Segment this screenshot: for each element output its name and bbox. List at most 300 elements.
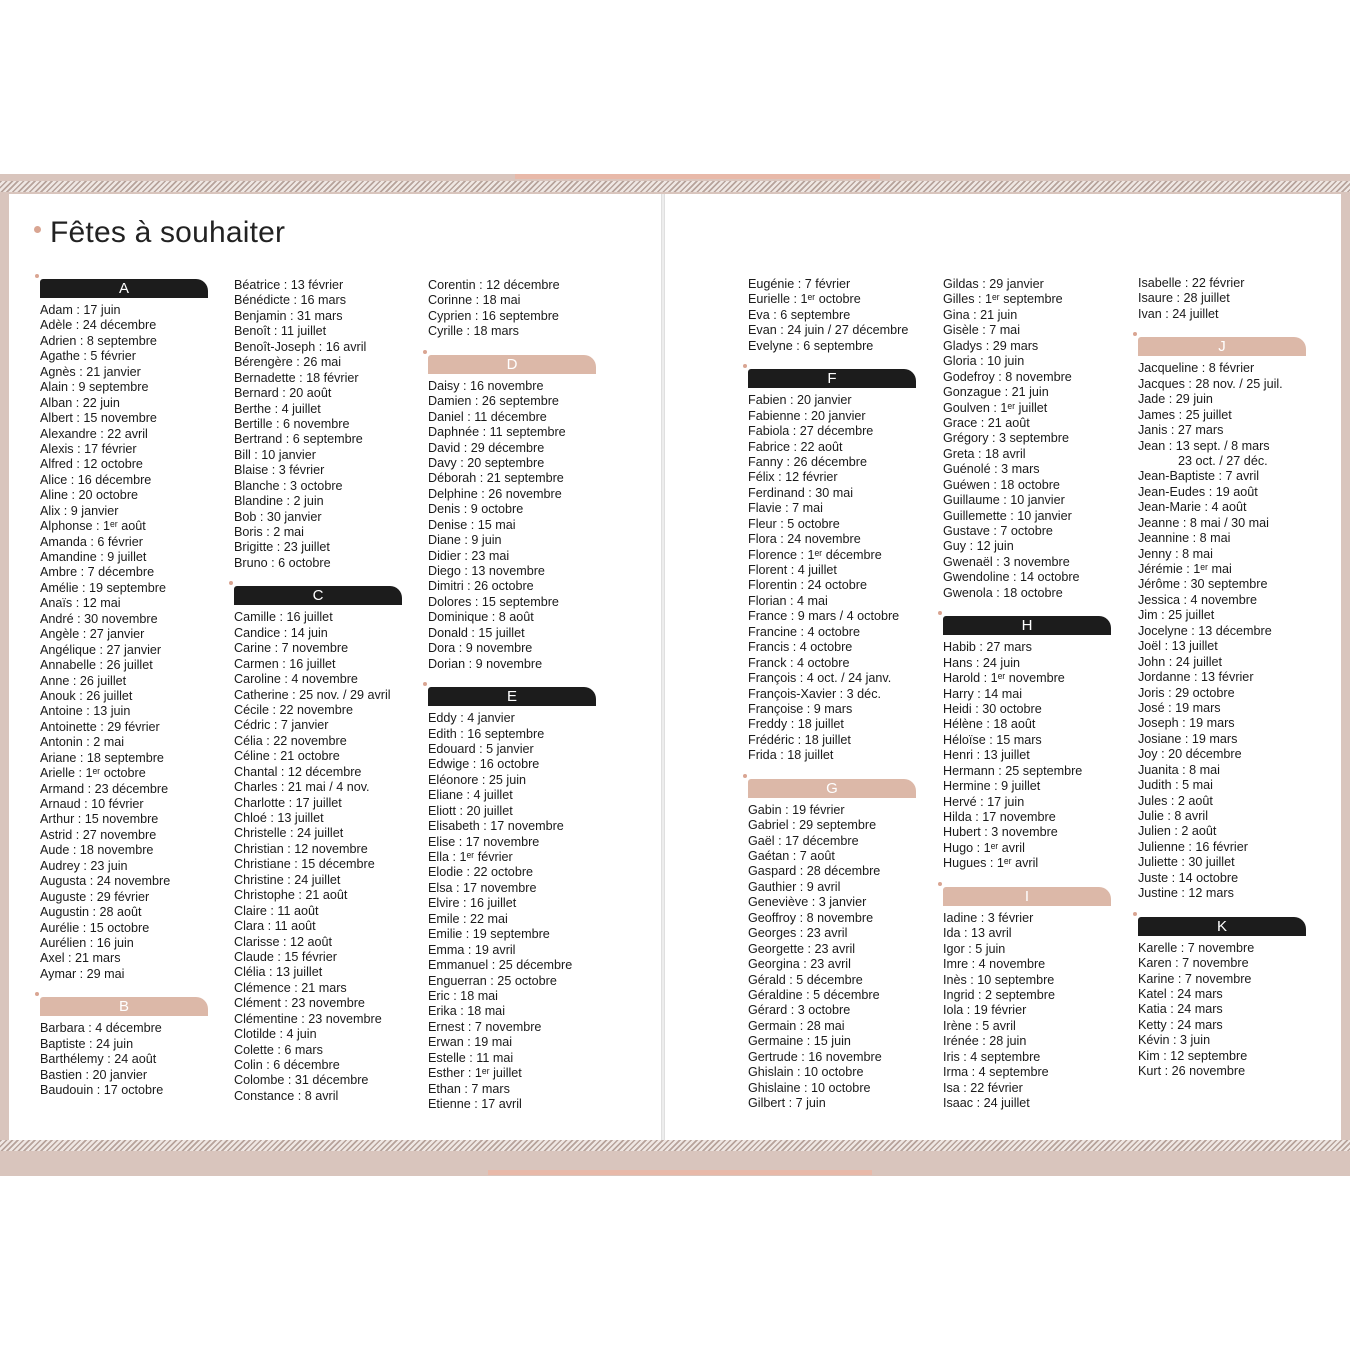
- section-continued: [943, 277, 1123, 601]
- name-day-entry: Eddy : 4 janvier: [428, 711, 515, 726]
- name-day-entry: Ernest : 7 novembre: [428, 1019, 542, 1034]
- name-day-entry: Christine : 24 juillet: [234, 872, 341, 887]
- name-day-entry: Elisabeth : 17 novembre: [428, 819, 564, 834]
- name-day-entry: Guy : 12 juin: [943, 539, 1014, 554]
- name-day-entry: Hervé : 17 juin: [943, 794, 1025, 809]
- name-day-entry: Eva : 6 septembre: [748, 307, 851, 322]
- letter-header-g: G: [748, 779, 916, 798]
- letter-header-e: E: [428, 687, 596, 706]
- name-day-entry: Florent : 4 juillet: [748, 563, 837, 577]
- name-day-entry: Georgette : 23 avril: [748, 941, 856, 956]
- name-day-entry: Ferdinand : 30 mai: [748, 485, 854, 500]
- name-day-entry: Imre : 4 novembre: [943, 957, 1046, 972]
- name-day-entry: Gaël : 17 décembre: [748, 833, 859, 848]
- name-day-entry: Béatrice : 13 février: [234, 278, 344, 292]
- name-day-entry: Gertrude : 16 novembre: [748, 1049, 882, 1064]
- name-day-entry: Clotilde : 4 juin: [234, 1027, 317, 1042]
- name-day-entry: Hubert : 3 novembre: [943, 825, 1058, 840]
- name-day-entry: Gonzague : 21 juin: [943, 385, 1049, 400]
- bottom-accent-bar: [488, 1170, 872, 1175]
- name-day-entry: Eurielle : 1ᵉʳ octobre: [748, 292, 861, 307]
- name-day-entry: Jérémie : 1ᵉʳ mai: [1138, 562, 1232, 576]
- name-day-entry: Isaac : 24 juillet: [943, 1096, 1030, 1110]
- name-day-entry: Carine : 7 novembre: [234, 641, 349, 656]
- name-day-entry: Ethan : 7 mars: [428, 1081, 510, 1096]
- name-day-entry: Jean-Eudes : 19 août: [1138, 484, 1258, 499]
- name-day-entry: Clémence : 21 mars: [234, 980, 347, 995]
- name-day-entry: Harold : 1ᵉʳ novembre: [943, 671, 1065, 686]
- name-day-entry: Annabelle : 26 juillet: [40, 658, 153, 673]
- name-day-entry: Habib : 27 mars: [943, 640, 1032, 655]
- name-day-entry: André : 30 novembre: [40, 611, 158, 626]
- section-spacer: [40, 982, 220, 997]
- name-day-entry: 23 oct. / 27 déc.: [1178, 453, 1268, 468]
- name-day-entry: Emile : 22 mai: [428, 911, 508, 926]
- name-day-entry: Delphine : 26 novembre: [428, 486, 562, 501]
- name-day-entry: Axel : 21 mars: [40, 951, 121, 966]
- names-column-1: [40, 279, 220, 1098]
- name-day-entry: Frédéric : 18 juillet: [748, 732, 851, 747]
- name-day-entry: Hugues : 1ᵉʳ avril: [943, 856, 1039, 871]
- name-day-entry: Barthélemy : 24 août: [40, 1052, 157, 1067]
- names-column-5: [943, 277, 1123, 1111]
- name-day-entry: Bertrand : 6 septembre: [234, 432, 363, 447]
- name-day-entry: Edwige : 16 octobre: [428, 757, 540, 772]
- name-day-entry: Heidi : 30 octobre: [943, 701, 1042, 716]
- name-day-entry: Juste : 14 octobre: [1138, 870, 1239, 885]
- name-day-entry: Elsa : 17 novembre: [428, 880, 537, 895]
- names-column-6: [1138, 276, 1318, 1080]
- name-day-entry: Ketty : 24 mars: [1138, 1017, 1223, 1032]
- name-day-entry: Caroline : 4 novembre: [234, 672, 358, 687]
- name-day-entry: Agnès : 21 janvier: [40, 364, 141, 379]
- name-day-entry: Jenny : 8 mai: [1138, 546, 1213, 561]
- name-day-entry: Daniel : 11 décembre: [428, 409, 547, 424]
- name-day-entry: Déborah : 21 septembre: [428, 471, 564, 486]
- name-day-entry: Armand : 23 décembre: [40, 781, 169, 796]
- name-day-entry: Berthe : 4 juillet: [234, 401, 321, 416]
- letter-header-h: H: [943, 616, 1111, 635]
- section-spacer: [748, 354, 928, 369]
- name-day-entry: Boris : 2 mai: [234, 525, 304, 539]
- name-day-entry: Flavie : 7 mai: [748, 501, 823, 516]
- name-day-entry: Evan : 24 juin / 27 décembre: [748, 323, 909, 338]
- name-day-entry: Fabien : 20 janvier: [748, 393, 852, 408]
- name-day-entry: Esther : 1ᵉʳ juillet: [428, 1066, 522, 1081]
- bottom-hatch-border: [0, 1140, 1350, 1151]
- name-day-entry: Eugénie : 7 février: [748, 277, 851, 291]
- section-e: [428, 687, 608, 1112]
- names-column-3: [428, 278, 608, 1112]
- name-day-entry: Gilbert : 7 juin: [748, 1096, 826, 1110]
- name-day-entry: Clémentine : 23 novembre: [234, 1011, 382, 1026]
- name-day-entry: Alban : 22 juin: [40, 395, 120, 410]
- name-day-entry: Arielle : 1ᵉʳ octobre: [40, 766, 146, 781]
- name-day-entry: Blandine : 2 juin: [234, 494, 324, 509]
- name-day-entry: Gérard : 3 octobre: [748, 1003, 851, 1018]
- name-day-entry: Damien : 26 septembre: [428, 394, 559, 409]
- name-day-entry: Guénolé : 3 mars: [943, 462, 1040, 477]
- name-day-entry: Catherine : 25 nov. / 29 avril: [234, 687, 391, 702]
- name-day-entry: Corentin : 12 décembre: [428, 278, 560, 292]
- letter-header-d: D: [428, 355, 596, 374]
- section-f: [748, 369, 928, 764]
- name-day-entry: Bruno : 6 octobre: [234, 555, 331, 570]
- section-spacer: [428, 340, 608, 355]
- section-spacer: [1138, 902, 1318, 917]
- name-day-entry: Iris : 4 septembre: [943, 1049, 1041, 1064]
- name-day-entry: Anaïs : 12 mai: [40, 596, 121, 611]
- name-day-entry: Evelyne : 6 septembre: [748, 338, 874, 353]
- name-day-entry: Jeannine : 8 mai: [1138, 531, 1231, 546]
- name-day-entry: Gaspard : 28 décembre: [748, 864, 881, 879]
- name-day-entry: Géraldine : 5 décembre: [748, 987, 880, 1002]
- name-day-entry: Ambre : 7 décembre: [40, 565, 155, 580]
- name-day-entry: Juliette : 30 juillet: [1138, 855, 1235, 870]
- letter-header-f: F: [748, 369, 916, 388]
- section-h: [943, 616, 1123, 872]
- name-day-entry: Carmen : 16 juillet: [234, 656, 336, 671]
- name-day-entry: Emma : 19 avril: [428, 942, 516, 957]
- name-day-entry: Corinne : 18 mai: [428, 293, 521, 308]
- name-day-entry: Enguerran : 25 octobre: [428, 973, 557, 988]
- name-day-entry: Jules : 2 août: [1138, 793, 1213, 808]
- name-day-entry: Arthur : 15 novembre: [40, 812, 159, 827]
- name-day-entry: Audrey : 23 juin: [40, 858, 128, 873]
- name-day-entry: Cédric : 7 janvier: [234, 718, 329, 733]
- name-day-entry: Ariane : 18 septembre: [40, 750, 164, 765]
- name-day-entry: Charles : 21 mai / 4 nov.: [234, 780, 370, 795]
- name-day-entry: Grégory : 3 septembre: [943, 431, 1069, 446]
- name-day-entry: Colette : 6 mars: [234, 1042, 323, 1057]
- name-day-entry: Iadine : 3 février: [943, 910, 1034, 925]
- letter-header-c: C: [234, 586, 402, 605]
- name-day-entry: Jean-Baptiste : 7 avril: [1138, 469, 1260, 484]
- name-day-entry: Gina : 21 juin: [943, 307, 1018, 322]
- name-day-entry: Eliott : 20 juillet: [428, 803, 513, 818]
- name-day-entry: Blaise : 3 février: [234, 463, 325, 478]
- name-day-entry: Anne : 26 juillet: [40, 673, 127, 688]
- name-day-entry: Bénédicte : 16 mars: [234, 293, 347, 308]
- name-day-entry: Judith : 5 mai: [1138, 778, 1213, 793]
- name-day-entry: Célia : 22 novembre: [234, 733, 347, 748]
- name-day-entry: Charlotte : 17 juillet: [234, 795, 342, 810]
- name-day-entry: Didier : 23 mai: [428, 548, 510, 563]
- name-day-entry: Christian : 12 novembre: [234, 841, 368, 856]
- name-day-entry: Alexis : 17 février: [40, 441, 137, 456]
- name-day-entry: Baptiste : 24 juin: [40, 1036, 134, 1051]
- section-a: [40, 279, 220, 982]
- name-day-entry: Eléonore : 25 juin: [428, 772, 527, 787]
- name-day-entry: Harry : 14 mai: [943, 686, 1023, 701]
- name-day-entry: Aurélien : 16 juin: [40, 935, 134, 950]
- name-day-entry: Georgina : 23 avril: [748, 957, 851, 972]
- name-day-entry: Fabrice : 22 août: [748, 439, 843, 454]
- page-title: Fêtes à souhaiter: [50, 216, 286, 249]
- name-day-entry: Jessica : 4 novembre: [1138, 592, 1257, 607]
- name-day-entry: Adèle : 24 décembre: [40, 318, 157, 333]
- top-hatch-border: [0, 181, 1350, 192]
- name-day-entry: Aline : 20 octobre: [40, 488, 139, 503]
- name-day-entry: Gilles : 1ᵉʳ septembre: [943, 292, 1063, 307]
- top-accent-bar: [515, 174, 880, 179]
- name-day-entry: Gwenola : 18 octobre: [943, 585, 1063, 600]
- name-day-entry: Diane : 9 juin: [428, 533, 502, 548]
- name-day-entry: José : 19 mars: [1138, 700, 1221, 715]
- name-day-entry: Fabienne : 20 janvier: [748, 408, 866, 423]
- name-day-entry: Josiane : 19 mars: [1138, 731, 1238, 746]
- section-spacer: [748, 764, 928, 779]
- name-day-entry: Brigitte : 23 juillet: [234, 540, 330, 555]
- name-day-entry: Daphnée : 11 septembre: [428, 425, 566, 440]
- name-day-entry: Justine : 12 mars: [1138, 886, 1234, 901]
- letter-header-b: B: [40, 997, 208, 1016]
- name-day-entry: Kim : 12 septembre: [1138, 1048, 1248, 1063]
- name-day-entry: Isabelle : 22 février: [1138, 276, 1245, 290]
- name-day-entry: Camille : 16 juillet: [234, 610, 333, 625]
- name-day-entry: Erwan : 19 mai: [428, 1035, 512, 1050]
- name-day-entry: Grace : 21 août: [943, 415, 1030, 430]
- name-day-entry: Julienne : 16 février: [1138, 839, 1248, 854]
- name-day-entry: Dominique : 8 août: [428, 610, 534, 625]
- name-day-entry: Agathe : 5 février: [40, 349, 136, 364]
- name-day-entry: Isaure : 28 juillet: [1138, 291, 1230, 306]
- section-j: [1138, 337, 1318, 901]
- name-day-entry: Germaine : 15 juin: [748, 1034, 851, 1049]
- name-day-entry: Igor : 5 juin: [943, 941, 1006, 956]
- name-day-entry: Ghislain : 10 octobre: [748, 1065, 864, 1080]
- name-day-entry: Guillaume : 10 janvier: [943, 493, 1065, 508]
- name-day-entry: Gisèle : 7 mai: [943, 323, 1020, 338]
- name-day-entry: James : 25 juillet: [1138, 407, 1232, 422]
- name-day-entry: Eric : 18 mai: [428, 988, 498, 1003]
- name-day-entry: Gérald : 5 décembre: [748, 972, 863, 987]
- name-day-entry: Cyprien : 16 septembre: [428, 308, 559, 323]
- name-day-entry: Joy : 20 décembre: [1138, 747, 1242, 762]
- name-day-entry: Davy : 20 septembre: [428, 455, 545, 470]
- section-continued: [1138, 276, 1318, 322]
- name-day-entry: Barbara : 4 décembre: [40, 1021, 162, 1036]
- name-day-entry: Denis : 9 octobre: [428, 502, 524, 517]
- name-day-entry: Etienne : 17 avril: [428, 1097, 522, 1111]
- name-day-entry: Jim : 25 juillet: [1138, 608, 1215, 623]
- name-day-entry: François-Xavier : 3 déc.: [748, 686, 881, 701]
- name-day-entry: Bob : 30 janvier: [234, 509, 322, 524]
- section-spacer: [1138, 322, 1318, 337]
- names-column-4: [748, 277, 928, 1111]
- name-day-entry: Irénée : 28 juin: [943, 1034, 1027, 1049]
- name-day-entry: Inès : 10 septembre: [943, 972, 1055, 987]
- name-day-entry: France : 9 mars / 4 octobre: [748, 609, 900, 624]
- name-day-entry: Dorian : 9 novembre: [428, 656, 543, 671]
- names-column-2: [234, 278, 414, 1104]
- name-day-entry: Julie : 8 avril: [1138, 809, 1208, 823]
- name-day-entry: Albert : 15 novembre: [40, 411, 157, 426]
- name-day-entry: Katia : 24 mars: [1138, 1002, 1223, 1017]
- name-day-entry: Clarisse : 12 août: [234, 934, 333, 949]
- section-g: [748, 779, 928, 1112]
- name-day-entry: Hélène : 18 août: [943, 717, 1036, 732]
- name-day-entry: Chantal : 12 décembre: [234, 764, 362, 779]
- name-day-entry: Kévin : 3 juin: [1138, 1033, 1211, 1048]
- name-day-entry: Germain : 28 mai: [748, 1018, 845, 1033]
- name-day-entry: Estelle : 11 mai: [428, 1050, 514, 1065]
- name-day-entry: Christiane : 15 décembre: [234, 857, 375, 872]
- name-day-entry: Anouk : 26 juillet: [40, 688, 133, 703]
- name-day-entry: Arnaud : 10 février: [40, 797, 144, 811]
- name-day-entry: Florian : 4 mai: [748, 593, 828, 608]
- name-day-entry: Adrien : 8 septembre: [40, 333, 157, 348]
- name-day-entry: Bernadette : 18 février: [234, 370, 359, 385]
- section-spacer: [943, 872, 1123, 887]
- name-day-entry: Kurt : 26 novembre: [1138, 1064, 1246, 1079]
- section-continued: [748, 277, 928, 354]
- name-day-entry: Jérôme : 30 septembre: [1138, 577, 1268, 592]
- name-day-entry: Katel : 24 mars: [1138, 986, 1223, 1001]
- section-spacer: [234, 571, 414, 586]
- name-day-entry: Dimitri : 26 octobre: [428, 579, 534, 594]
- name-day-entry: Alix : 9 janvier: [40, 503, 119, 518]
- name-day-entry: Dora : 9 novembre: [428, 641, 533, 656]
- name-day-entry: Claire : 11 août: [234, 903, 319, 918]
- name-day-entry: Emilie : 19 septembre: [428, 927, 550, 942]
- name-day-entry: Guéwen : 18 octobre: [943, 477, 1060, 492]
- name-day-entry: Angèle : 27 janvier: [40, 627, 145, 642]
- name-day-entry: Jocelyne : 13 décembre: [1138, 623, 1272, 638]
- name-day-entry: Geneviève : 3 janvier: [748, 895, 867, 910]
- name-day-entry: Colin : 6 décembre: [234, 1058, 340, 1072]
- name-day-entry: Astrid : 27 novembre: [40, 827, 157, 842]
- title-bullet-icon: [34, 226, 41, 233]
- name-day-entry: Ivan : 24 juillet: [1138, 306, 1219, 321]
- name-day-entry: Antoine : 13 juin: [40, 704, 131, 719]
- name-day-entry: Bérengère : 26 mai: [234, 355, 342, 370]
- name-day-entry: Alfred : 12 octobre: [40, 457, 143, 472]
- name-day-entry: Irène : 5 avril: [943, 1018, 1016, 1033]
- name-day-entry: Dolores : 15 septembre: [428, 594, 559, 609]
- name-day-entry: Alain : 9 septembre: [40, 380, 149, 395]
- name-day-entry: Alphonse : 1ᵉʳ août: [40, 519, 146, 534]
- name-day-entry: Emmanuel : 25 décembre: [428, 958, 573, 973]
- name-day-entry: Alexandre : 22 avril: [40, 426, 148, 441]
- name-day-entry: Blanche : 3 octobre: [234, 478, 343, 493]
- name-day-entry: Henri : 13 juillet: [943, 748, 1030, 763]
- name-day-entry: Irma : 4 septembre: [943, 1065, 1049, 1080]
- name-day-entry: Angélique : 27 janvier: [40, 642, 162, 657]
- name-day-entry: Gauthier : 9 avril: [748, 879, 841, 894]
- name-day-entry: Adam : 17 juin: [40, 303, 121, 317]
- name-day-entry: Amandine : 9 juillet: [40, 550, 147, 564]
- letter-header-k: K: [1138, 917, 1306, 936]
- name-day-entry: Bertille : 6 novembre: [234, 416, 350, 431]
- name-day-entry: Antonin : 2 mai: [40, 735, 125, 750]
- name-day-entry: Cécile : 22 novembre: [234, 702, 354, 717]
- name-day-entry: Karen : 7 novembre: [1138, 956, 1249, 971]
- name-day-entry: Jean : 13 sept. / 8 mars: [1138, 438, 1270, 453]
- name-day-entry: Isa : 22 février: [943, 1080, 1023, 1095]
- name-day-entry: Joris : 29 octobre: [1138, 685, 1235, 700]
- name-day-entry: Edith : 16 septembre: [428, 726, 545, 741]
- name-day-entry: Karine : 7 novembre: [1138, 971, 1252, 986]
- name-day-entry: Joël : 13 juillet: [1138, 639, 1218, 654]
- name-day-entry: Ghislaine : 10 octobre: [748, 1080, 871, 1095]
- name-day-entry: Chloé : 13 juillet: [234, 811, 324, 825]
- section-c: [234, 586, 414, 1104]
- name-day-entry: Bernard : 20 août: [234, 386, 332, 401]
- name-day-entry: Colombe : 31 décembre: [234, 1073, 369, 1088]
- name-day-entry: Erika : 18 mai: [428, 1004, 505, 1019]
- name-day-entry: Joseph : 19 mars: [1138, 716, 1235, 731]
- name-day-entry: Benoît : 11 juillet: [234, 324, 327, 339]
- name-day-entry: Donald : 15 juillet: [428, 625, 525, 640]
- letter-header-i: I: [943, 887, 1111, 906]
- name-day-entry: Fanny : 26 décembre: [748, 454, 868, 469]
- section-i: [943, 887, 1123, 1112]
- name-day-entry: Franck : 4 octobre: [748, 655, 850, 670]
- name-day-entry: Antoinette : 29 février: [40, 719, 160, 734]
- name-day-entry: Clara : 11 août: [234, 919, 316, 934]
- name-day-entry: Jade : 29 juin: [1138, 392, 1213, 407]
- name-day-entry: Hermine : 9 juillet: [943, 779, 1041, 794]
- name-day-entry: Goulven : 1ᵉʳ juillet: [943, 400, 1048, 415]
- name-day-entry: Augustin : 28 août: [40, 905, 142, 920]
- name-day-entry: Gildas : 29 janvier: [943, 277, 1044, 291]
- name-day-entry: Hilda : 17 novembre: [943, 810, 1056, 824]
- name-day-entry: François : 4 oct. / 24 janv.: [748, 671, 892, 686]
- name-day-entry: Claude : 15 février: [234, 949, 337, 964]
- name-day-entry: Ida : 13 avril: [943, 926, 1012, 941]
- name-day-entry: Fleur : 5 octobre: [748, 516, 840, 531]
- name-day-entry: Amanda : 6 février: [40, 534, 143, 549]
- name-day-entry: Hermann : 25 septembre: [943, 763, 1083, 778]
- name-day-entry: Elise : 17 novembre: [428, 834, 540, 849]
- name-day-entry: Benjamin : 31 mars: [234, 308, 343, 323]
- name-day-entry: Candice : 14 juin: [234, 625, 328, 640]
- name-day-entry: Alice : 16 décembre: [40, 472, 152, 487]
- name-day-entry: Jacqueline : 8 février: [1138, 361, 1255, 376]
- name-day-entry: Elodie : 22 octobre: [428, 865, 534, 880]
- name-day-entry: Greta : 18 avril: [943, 446, 1026, 461]
- name-day-entry: Aude : 18 novembre: [40, 843, 154, 858]
- name-day-entry: Georges : 23 avril: [748, 926, 848, 941]
- name-day-entry: Gwenaël : 3 novembre: [943, 554, 1070, 569]
- name-day-entry: Frida : 18 juillet: [748, 748, 834, 763]
- section-continued: [428, 278, 608, 340]
- name-day-entry: Bastien : 20 janvier: [40, 1067, 148, 1082]
- name-day-entry: Christophe : 21 août: [234, 888, 348, 903]
- name-day-entry: Héloïse : 15 mars: [943, 732, 1042, 747]
- name-day-entry: Francis : 4 octobre: [748, 640, 853, 655]
- name-day-entry: Florence : 1ᵉʳ décembre: [748, 547, 882, 562]
- name-day-entry: Eliane : 4 juillet: [428, 788, 513, 803]
- name-day-entry: Amélie : 19 septembre: [40, 580, 166, 595]
- section-d: [428, 355, 608, 672]
- name-day-entry: Clément : 23 novembre: [234, 996, 365, 1011]
- name-day-entry: Françoise : 9 mars: [748, 701, 853, 716]
- name-day-entry: Gabriel : 29 septembre: [748, 818, 877, 833]
- name-day-entry: Constance : 8 avril: [234, 1088, 339, 1103]
- name-day-entry: Jacques : 28 nov. / 25 juil.: [1138, 376, 1283, 391]
- name-day-entry: Gladys : 29 mars: [943, 338, 1039, 353]
- name-day-entry: Augusta : 24 novembre: [40, 874, 171, 889]
- name-day-entry: Flora : 24 novembre: [748, 532, 861, 547]
- name-day-entry: Auguste : 29 février: [40, 889, 150, 904]
- name-day-entry: Aymar : 29 mai: [40, 966, 125, 981]
- name-day-entry: Gustave : 7 octobre: [943, 524, 1053, 538]
- name-day-entry: Jeanne : 8 mai / 30 mai: [1138, 515, 1269, 530]
- name-day-entry: Jean-Marie : 4 août: [1138, 500, 1247, 515]
- name-day-entry: Florentin : 24 octobre: [748, 578, 868, 593]
